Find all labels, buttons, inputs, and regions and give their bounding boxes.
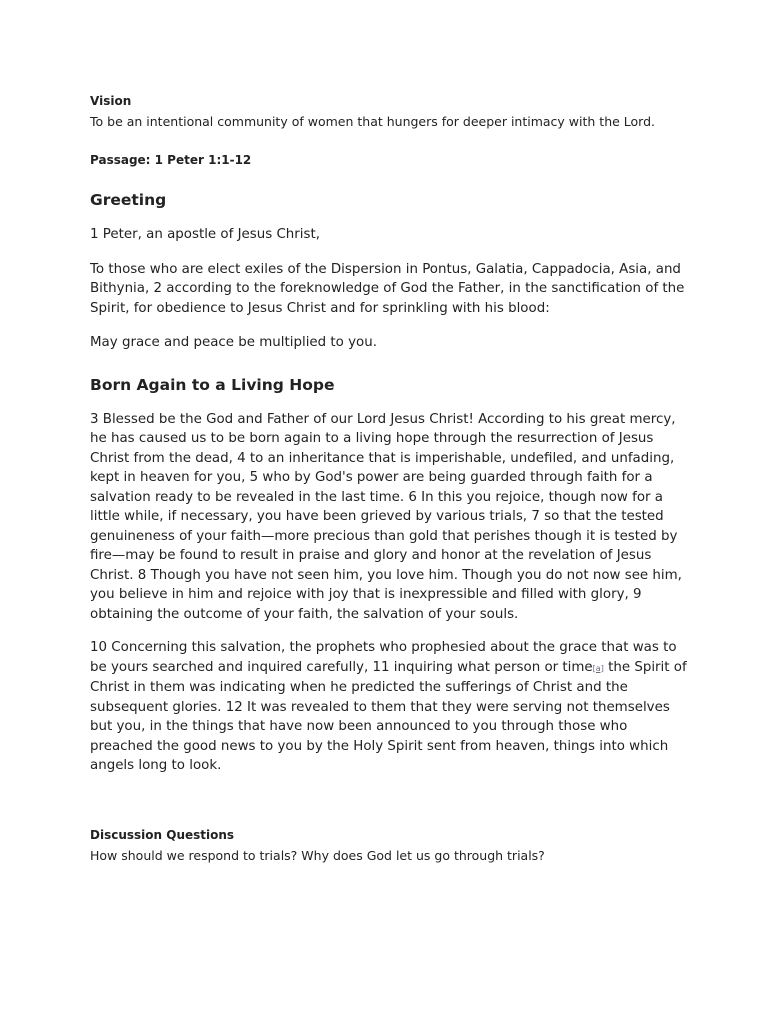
living-hope-paragraph-2-before: 10 Concerning this salvation, the prophets who prophesied about the grace that was to be yours searched and inquired carefully, 11 inquiring what person or time [90,640,677,675]
living-hope-paragraph-1: 3 Blessed be the God and Father of our Lord Jesus Christ! According to his great mercy, he has caused us to be born again to a living hope through the resurrection of Jesus Christ from the dead, 4 to an inheritance that is imperishable, undefiled, and unfading, kept in heaven for you, 5 who by God's power are being guarded through faith for a salvation ready to be revealed in the last time. 6 In this you rejoice, though now for a little while, if necessary, you have been grieved by various trials, 7 so that the tested genuineness of your faith—more precious than gold that perishes though it is tested by fire—may be found to result in praise and glory and honor at the revelation of Jesus Christ. 8 Though you have not seen him, you love him. Though you do not now see him, you believe in him and rejoice with joy that is inexpressible and filled with glory, 9 obtaining the outcome of your faith, the salvation of your souls. [90,411,682,622]
greeting-paragraph-3: May grace and peace be multiplied to you. [90,335,377,350]
document-page [90,92,690,865]
living-hope-paragraph-2-after: the Spirit of Christ in them was indicating when he predicted the sufferings of Christ and the subsequent glories. 12 It was revealed to them that they were serving not themselves but you, in the things that have now been announced to you through those who preached the good news to you by the Holy Spirit sent from heaven, things into which angels long to look. [90,659,687,773]
greeting-section [90,189,690,353]
vision-text: To be an intentional community of women that hungers for deeper intimacy with the Lord. [90,114,656,129]
greeting-heading: Greeting [90,191,167,209]
greeting-paragraph-1: 1 Peter, an apostle of Jesus Christ, [90,227,321,242]
living-hope-section [90,374,690,776]
discussion-section [90,826,690,865]
discussion-text: How should we respond to trials? Why does God let us go through trials? [90,847,545,863]
living-hope-paragraph-2 [90,638,690,776]
greeting-paragraph-2: To those who are elect exiles of the Dispersion in Pontus, Galatia, Cappadocia, Asia, and Bithynia, 2 according to the foreknowledge of God the Father, in the sanctification of the Spirit, for obedience to Jesus Christ and for sprinkling with his blood: [90,261,685,316]
vision-section [90,92,690,131]
living-hope-heading: Born Again to a Living Hope [90,375,335,394]
footnote-link[interactable]: [a] [592,663,604,673]
discussion-label: Discussion Questions [90,827,235,842]
vision-label: Vision [90,94,132,108]
passage-reference: Passage: 1 Peter 1:1-12 [90,153,252,167]
